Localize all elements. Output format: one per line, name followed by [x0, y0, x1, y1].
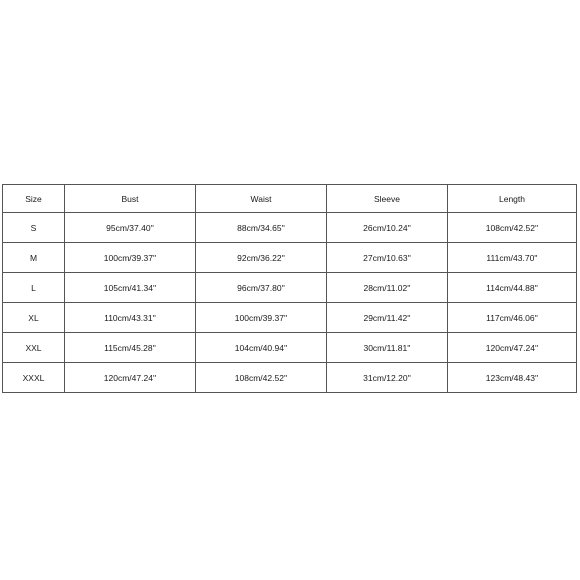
- cell-waist: 88cm/34.65'': [196, 213, 327, 243]
- header-length: Length: [448, 185, 577, 213]
- table-row: [3, 363, 577, 393]
- cell-sleeve: 29cm/11.42'': [327, 303, 448, 333]
- cell-waist: 104cm/40.94'': [196, 333, 327, 363]
- cell-length: 123cm/48.43'': [448, 363, 577, 393]
- cell-bust: 115cm/45.28'': [65, 333, 196, 363]
- table-row: [3, 213, 577, 243]
- header-row: [3, 185, 577, 213]
- cell-length: 108cm/42.52'': [448, 213, 577, 243]
- table-row: [3, 333, 577, 363]
- cell-bust: 105cm/41.34'': [65, 273, 196, 303]
- cell-bust: 110cm/43.31'': [65, 303, 196, 333]
- cell-bust: 95cm/37.40'': [65, 213, 196, 243]
- table-row: [3, 303, 577, 333]
- cell-length: 114cm/44.88'': [448, 273, 577, 303]
- cell-sleeve: 31cm/12.20'': [327, 363, 448, 393]
- size-chart-table: [2, 184, 577, 393]
- cell-sleeve: 30cm/11.81'': [327, 333, 448, 363]
- table-row: [3, 243, 577, 273]
- header-size: Size: [3, 185, 65, 213]
- cell-sleeve: 28cm/11.02'': [327, 273, 448, 303]
- cell-size: L: [3, 273, 65, 303]
- cell-size: XXL: [3, 333, 65, 363]
- table-row: [3, 273, 577, 303]
- cell-size: XL: [3, 303, 65, 333]
- header-waist: Waist: [196, 185, 327, 213]
- cell-sleeve: 26cm/10.24'': [327, 213, 448, 243]
- header-bust: Bust: [65, 185, 196, 213]
- cell-bust: 100cm/39.37'': [65, 243, 196, 273]
- cell-length: 111cm/43.70'': [448, 243, 577, 273]
- cell-length: 117cm/46.06'': [448, 303, 577, 333]
- cell-size: XXXL: [3, 363, 65, 393]
- cell-waist: 100cm/39.37'': [196, 303, 327, 333]
- cell-waist: 96cm/37.80'': [196, 273, 327, 303]
- size-chart-container: [2, 184, 576, 393]
- cell-size: M: [3, 243, 65, 273]
- cell-length: 120cm/47.24'': [448, 333, 577, 363]
- cell-bust: 120cm/47.24'': [65, 363, 196, 393]
- cell-waist: 108cm/42.52'': [196, 363, 327, 393]
- cell-size: S: [3, 213, 65, 243]
- cell-sleeve: 27cm/10.63'': [327, 243, 448, 273]
- header-sleeve: Sleeve: [327, 185, 448, 213]
- cell-waist: 92cm/36.22'': [196, 243, 327, 273]
